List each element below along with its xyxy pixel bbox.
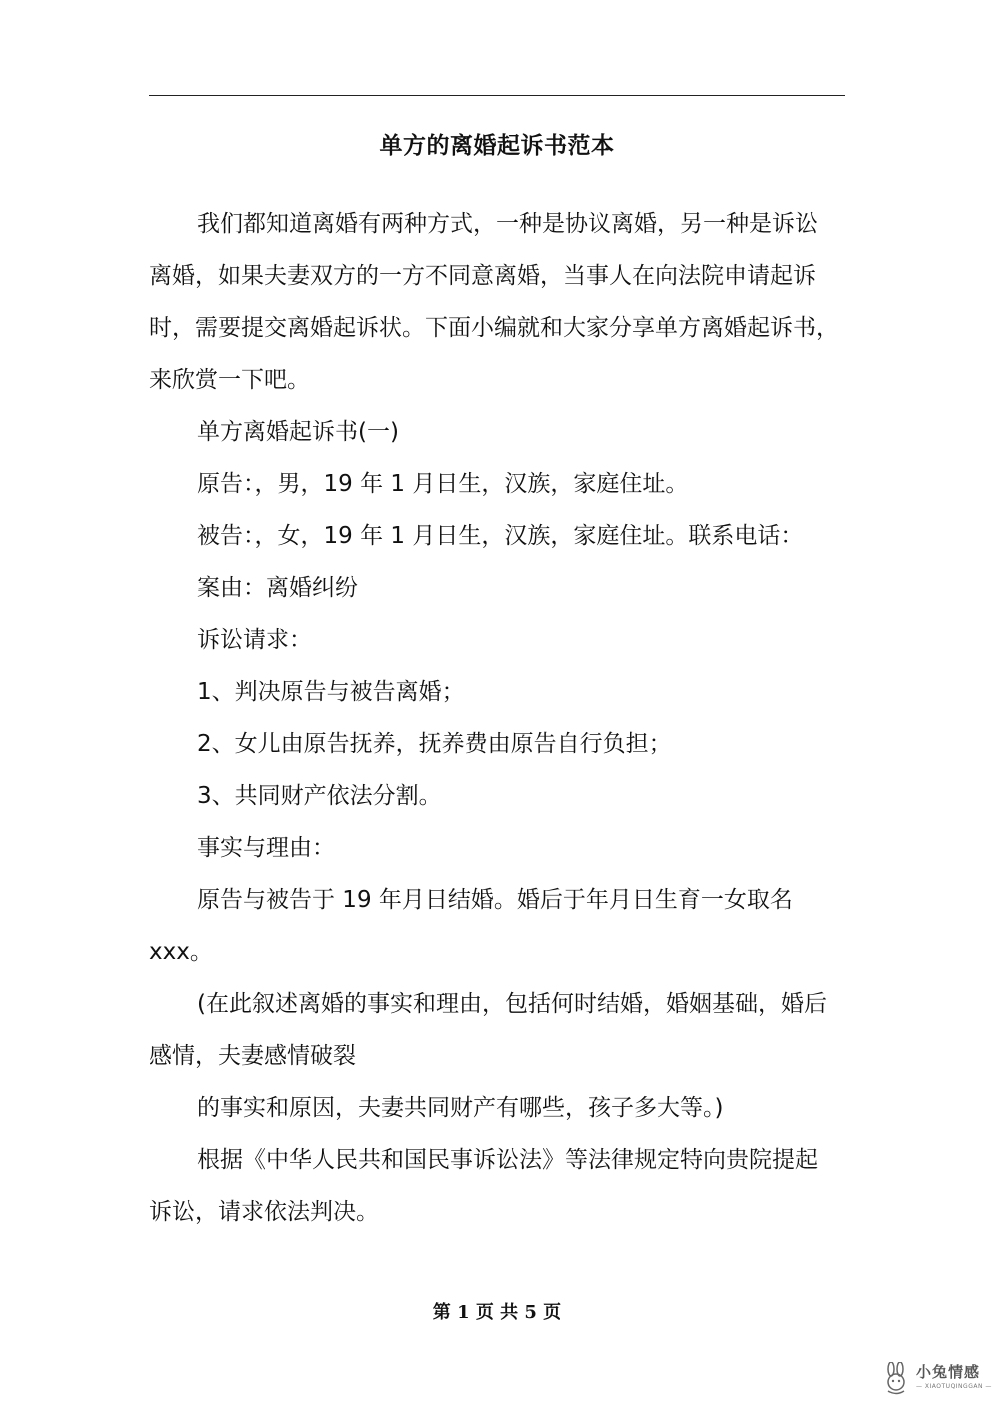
watermark-brand: 小兔情感: [916, 1363, 981, 1381]
paragraph-legal-basis: 根据《中华人民共和国民事诉讼法》等法律规定特向贵院提起诉讼，请求依法判决。: [149, 1147, 818, 1225]
header-rule: [149, 95, 845, 96]
paragraph-claim-2: 2、女儿由原告抚养，抚养费由原告自行负担；: [197, 731, 672, 757]
paragraph-facts-heading: 事实与理由：: [197, 835, 335, 861]
paragraph-claim-1: 1、判决原告与被告离婚；: [197, 679, 465, 705]
paragraph-claim-3: 3、共同财产依法分割。: [197, 783, 442, 809]
paragraph-heading: 单方离婚起诉书(一): [197, 419, 399, 445]
paragraph-defendant: 被告：，女，19 年 1 月日生，汉族，家庭住址。联系电话：: [197, 523, 804, 549]
paragraph-intro: 我们都知道离婚有两种方式，一种是协议离婚，另一种是诉讼离婚，如果夫妻双方的一方不同意离婚，当事人在向法院申请起诉时，需要提交离婚起诉状。下面小编就和大家分享单方离婚起诉书，来欣赏一下吧。: [149, 211, 839, 393]
paragraph-instruction: (在此叙述离婚的事实和理由，包括何时结婚，婚姻基础，婚后感情，夫妻感情破裂: [149, 991, 827, 1069]
watermark: [880, 1360, 992, 1398]
document-title: 单方的离婚起诉书范本: [379, 133, 615, 159]
page-number: 第 1 页 共 5 页: [432, 1302, 562, 1323]
paragraph-plaintiff: 原告：，男，19 年 1 月日生，汉族，家庭住址。: [197, 471, 689, 497]
paragraph-instruction-cont: 的事实和原因，夫妻共同财产有哪些，孩子多大等。): [197, 1095, 724, 1121]
rabbit-logo-icon: [880, 1362, 912, 1396]
paragraph-claims-heading: 诉讼请求：: [197, 627, 312, 653]
paragraph-marriage: 原告与被告于 19 年月日结婚。婚后于年月日生育一女取名xxx。: [149, 887, 793, 965]
paragraph-cause: 案由：离婚纠纷: [197, 575, 358, 601]
watermark-sub: — XIAOTUQINGGAN —: [916, 1383, 992, 1390]
document-body: [149, 198, 839, 1238]
